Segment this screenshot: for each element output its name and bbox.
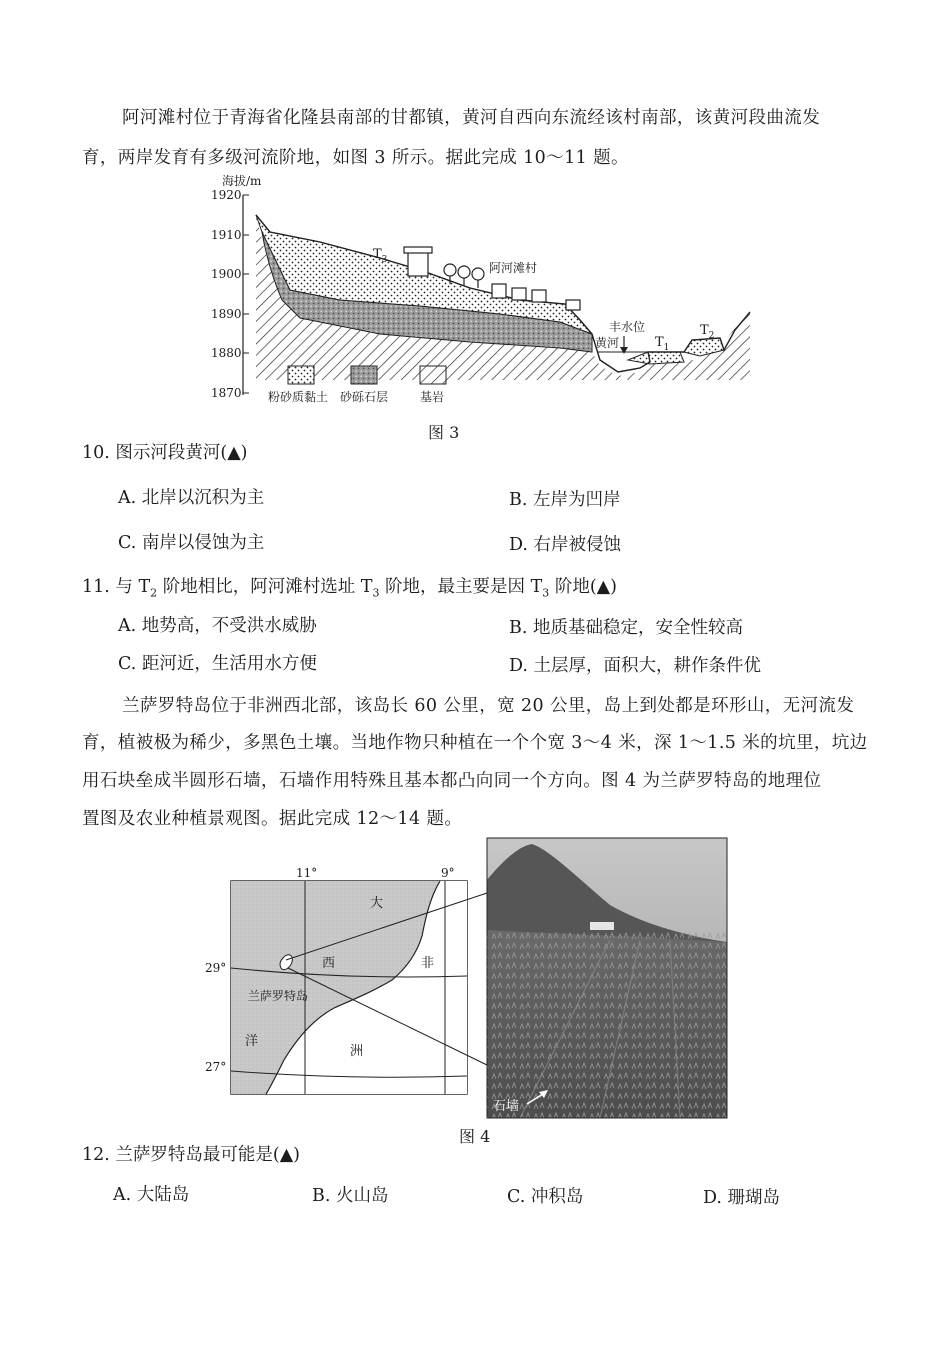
- legend-label: 砂砾石层: [340, 390, 389, 404]
- q10-option-a[interactable]: A. 北岸以沉积为主: [118, 488, 265, 508]
- q12-option-c[interactable]: C. 冲积岛: [507, 1187, 584, 1207]
- lat-label-27: 27°: [205, 1060, 227, 1074]
- label-village: 阿河滩村: [489, 261, 538, 275]
- farm-landscape-photo: [487, 838, 727, 1118]
- y-tick: 1890: [211, 307, 242, 321]
- label-t1: $T_1$: [655, 335, 670, 353]
- passage1-line1: 阿河滩村位于青海省化隆县南部的甘都镇，黄河自西向东流经该村南部，该黄河段曲流发: [122, 108, 821, 128]
- q12-option-d[interactable]: D. 珊瑚岛: [703, 1188, 781, 1208]
- y-axis-label: 海拔/m: [222, 174, 262, 188]
- y-tick: 1920: [211, 188, 242, 202]
- y-tick: 1870: [211, 386, 242, 400]
- q11-option-a[interactable]: A. 地势高，不受洪水威胁: [118, 616, 317, 636]
- legend-label: 基岩: [420, 390, 445, 404]
- q11-option-b[interactable]: B. 地质基础稳定，安全性较高: [509, 618, 743, 638]
- label-t2: $T_2$: [700, 323, 715, 341]
- terrace-t1: [628, 352, 684, 364]
- q10-option-b[interactable]: B. 左岸为凹岸: [509, 490, 621, 510]
- q11-option-c[interactable]: C. 距河近，生活用水方便: [118, 654, 317, 674]
- passage2-line3: 用石块垒成半圆形石墙，石墙作用特殊且基本都凸向同一个方向。图 4 为兰萨罗特岛的地理位: [82, 771, 822, 791]
- label-yang: 洋: [245, 1034, 259, 1049]
- q10-stem: 10. 图示河段黄河(▲): [82, 443, 248, 463]
- label-xi: 西: [322, 956, 336, 971]
- label-t3: $T_3$: [373, 247, 388, 265]
- q12-option-b[interactable]: B. 火山岛: [312, 1186, 389, 1206]
- y-tick: 1910: [211, 228, 242, 242]
- figure3-cross-section: [0, 168, 950, 428]
- label-flood-level: 丰水位: [609, 320, 646, 334]
- passage1-line2: 育，两岸发育有多级河流阶地，如图 3 所示。据此完成 10～11 题。: [82, 148, 629, 168]
- legend-swatch-gravel: [351, 366, 377, 384]
- y-tick: 1880: [211, 346, 242, 360]
- passage2-line2: 育，植被极为稀少，多黑色土壤。当地作物只种植在一个个宽 3～4 米，深 1～1.5 米的坑里，坑边: [82, 733, 868, 753]
- passage2-line4: 置图及农业种植景观图。据此完成 12～14 题。: [82, 809, 463, 829]
- lat-label-29: 29°: [205, 961, 227, 975]
- q11-option-d[interactable]: D. 土层厚，面积大，耕作条件优: [509, 656, 762, 676]
- legend-swatch-bedrock: [420, 366, 446, 384]
- legend-label: 粉砂质黏土: [268, 390, 329, 404]
- legend-swatch-silty-clay: [288, 366, 314, 384]
- q10-option-d[interactable]: D. 右岸被侵蚀: [509, 535, 622, 555]
- q11-stem: 11. 与 $T_2$ 阶地相比，阿河滩村选址 $T_3$ 阶地，最主要是因 $T_3$ 阶地(▲): [82, 577, 617, 600]
- y-axis: [243, 195, 249, 395]
- lon-label-9: 9°: [441, 866, 455, 880]
- label-zhou: 洲: [350, 1044, 364, 1059]
- figure4-caption: 图 4: [459, 1127, 491, 1146]
- label-fei: 非: [421, 956, 435, 971]
- y-tick: 1900: [211, 267, 242, 281]
- label-da: 大: [370, 896, 384, 911]
- q12-stem: 12. 兰萨罗特岛最可能是(▲): [82, 1145, 301, 1165]
- q10-option-c[interactable]: C. 南岸以侵蚀为主: [118, 533, 265, 553]
- passage2-line1: 兰萨罗特岛位于非洲西北部，该岛长 60 公里，宽 20 公里，岛上到处都是环形山，无河流发: [122, 696, 855, 716]
- label-island: 兰萨罗特岛: [248, 989, 309, 1003]
- figure4-location-map: [190, 833, 750, 1123]
- q12-option-a[interactable]: A. 大陆岛: [113, 1185, 190, 1205]
- label-stone-wall: 石墙: [493, 1099, 520, 1114]
- label-river: 黄河: [595, 336, 620, 350]
- lon-label-11: 11°: [296, 866, 318, 880]
- figure3-caption: 图 3: [428, 423, 460, 442]
